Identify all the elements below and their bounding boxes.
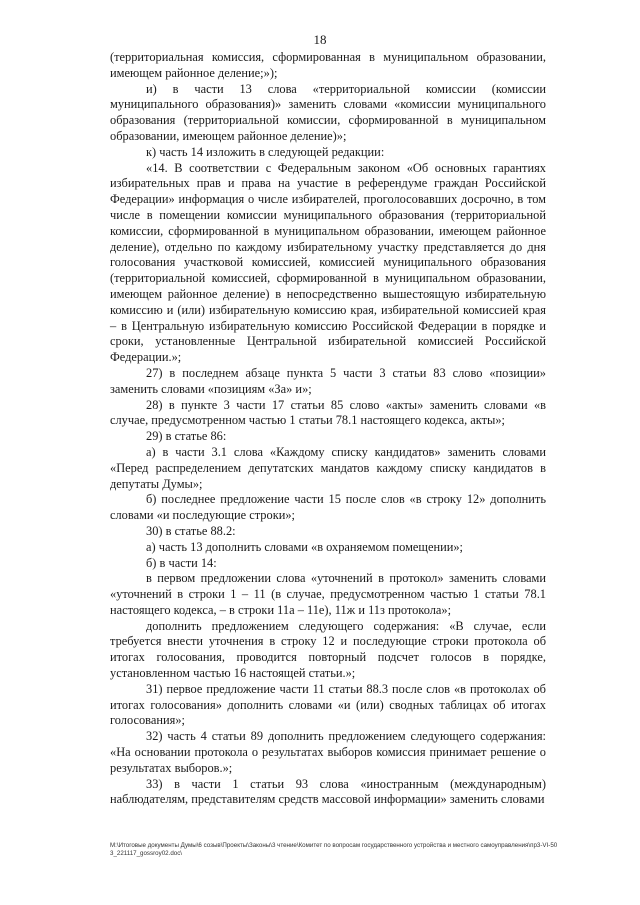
- paragraph: 27) в последнем абзаце пункта 5 части 3 статьи 83 слово «позиции» заменить словами «позициям «За» и»;: [110, 365, 546, 396]
- paragraph: 33) в части 1 статьи 93 слова «иностранным (международным) наблюдателям, представителям средств массовой информации» заменить словами: [110, 776, 546, 807]
- document-body: [110, 50, 546, 808]
- paragraph: 32) часть 4 статьи 89 дополнить предложением следующего содержания: «На основании протокола о результатах выборов комиссия принимает решение о результатах выборов.»;: [110, 729, 546, 775]
- paragraph: 30) в статье 88.2:: [146, 523, 236, 538]
- page-number: 18: [313, 32, 327, 47]
- paragraph: «14. В соответствии с Федеральным законом «Об основных гарантиях избирательных прав и права на участие в референдуме граждан Российской Федерации» информация о числе избирателей, проголосовавших досрочно, в том числе в помещении комиссии муниципального образования (территориальной комиссии, сформированной в муниципальном образовании, имеющем районное деление), отдельно по каждому избирательному участку представляется до дня голосования участковой комиссией, комиссией муниципального образования (территориальной комиссией, сформированной в муниципальном образовании, имеющем районное деление) в непосредственно вышестоящую избирательную комиссию и (или) избирательную комиссию края, избирательной комиссией края – в Центральную избирательную комиссию Российской Федерации в порядке и сроки, установленные Центральной избирательной комиссией Российской Федерации.»;: [110, 160, 546, 365]
- paragraph: 29) в статье 86:: [146, 429, 227, 444]
- paragraph: к) часть 14 изложить в следующей редакции:: [146, 144, 385, 159]
- paragraph: а) в части 3.1 слова «Каждому списку кандидатов» заменить словами «Перед распределением депутатских мандатов каждому списку кандидатов в депутаты Думы»;: [110, 444, 546, 491]
- paragraph: и) в части 13 слова «территориальной комиссии (комиссии муниципального образования)» заменить словами «комиссии муниципального образования (территориальной комиссии, сформированной в муниципальном образовании, имеющем районное деление)»;: [110, 81, 546, 143]
- paragraph: а) часть 13 дополнить словами «в охраняемом помещении»;: [146, 539, 464, 554]
- paragraph: (территориальная комиссия, сформированная в муниципальном образовании, имеющем районное деление;»);: [110, 50, 546, 80]
- paragraph: б) в части 14:: [146, 555, 217, 570]
- paragraph: 31) первое предложение части 11 статьи 88.3 после слов «в протоколах об итогах голосования» дополнить словами «и (или) сводных таблицах об итогах голосования»;: [110, 681, 546, 728]
- paragraph: 28) в пункте 3 части 17 статьи 85 слово «акты» заменить словами «в случае, предусмотренном частью 1 статьи 78.1 настоящего кодекса, акты»;: [110, 397, 546, 428]
- paragraph: в первом предложении слова «уточнений в протокол» заменить словами «уточнений в строки 1 – 11 (в случае, предусмотренном частью 1 статьи 78.1 настоящего кодекса, – в строки 11а – 11е), 11ж и 11з протокола»;: [110, 571, 546, 617]
- paragraph: дополнить предложением следующего содержания: «В случае, если требуется внести уточнения в строку 12 и последующие строки протокола об итогах голосования, проводится повторный подсчет голосов в порядке, установленном частью 16 настоящей статьи.»;: [110, 618, 546, 681]
- paragraph: б) последнее предложение части 15 после слов «в строку 12» дополнить словами «и последующие строки»;: [110, 492, 546, 523]
- file-path-footer: М:\Итоговые документы Думы\6 созыв\Проекты\Законы\3 чтение\Комитет по вопросам государственного устройства и местного самоуправления\пр3-VI-503_221117_gossroy02.doc\: [110, 842, 558, 858]
